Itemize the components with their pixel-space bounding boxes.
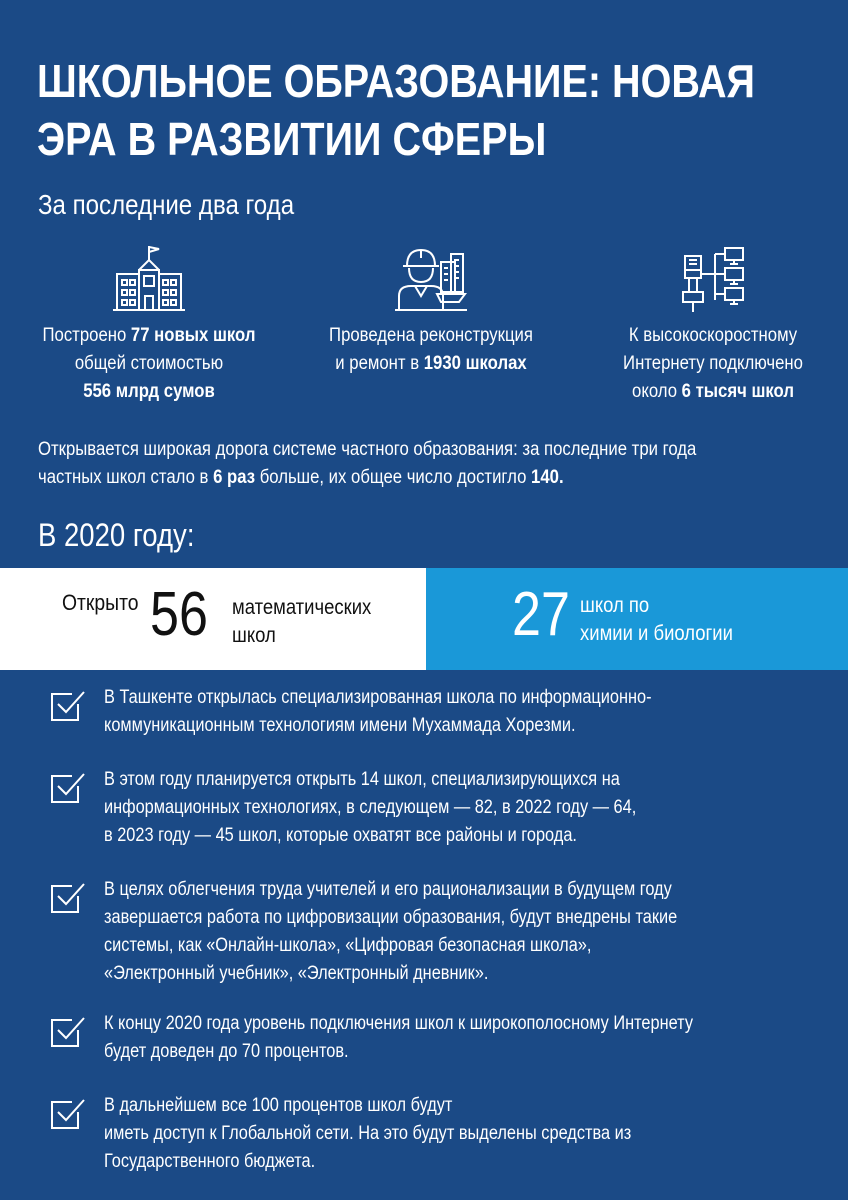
item-line: системы, как «Онлайн-школа», «Цифровая безопасная школа», bbox=[104, 935, 592, 956]
item-line: завершается работа по цифровизации образования, будут внедрены такие bbox=[104, 907, 678, 928]
math-label-line: школ bbox=[232, 624, 276, 647]
chem-label-line: школ по bbox=[580, 594, 650, 617]
subtitle: За последние два года bbox=[38, 189, 295, 220]
item-line: В дальнейшем все 100 процентов школ будут bbox=[104, 1095, 453, 1116]
chem-schools-count: 27 bbox=[512, 580, 570, 649]
year-heading: В 2020 году: bbox=[38, 517, 195, 553]
item-line: будет доведен до 70 процентов. bbox=[104, 1041, 349, 1062]
private-education-paragraph bbox=[38, 436, 795, 492]
private-text: больше, их общее число достигло bbox=[255, 467, 532, 488]
construction-worker-icon bbox=[393, 244, 469, 314]
stat-text: Интернету подключено bbox=[623, 353, 803, 374]
private-value: 6 раз bbox=[213, 467, 256, 488]
stat-text: общей стоимостью bbox=[74, 353, 224, 374]
checkbox-check-icon bbox=[48, 688, 88, 722]
stat-value: 1930 школах bbox=[423, 353, 527, 374]
item-line: «Электронный учебник», «Электронный дневник». bbox=[104, 963, 489, 984]
stat-internet-schools bbox=[578, 244, 848, 406]
item-line: информационных технологиях, в следующем — 82, в 2022 году — 64, bbox=[104, 797, 637, 818]
item-line: коммуникационным технологиям имени Мухаммада Хорезми. bbox=[104, 715, 576, 736]
item-line: в 2023 году — 45 школ, которые охватят все районы и города. bbox=[104, 825, 577, 846]
stat-text: Построено bbox=[42, 325, 131, 346]
math-label-line: математических bbox=[232, 596, 372, 619]
checkbox-check-icon bbox=[48, 880, 88, 914]
item-line: иметь доступ к Глобальной сети. На это будут выделены средства из bbox=[104, 1123, 632, 1144]
private-text: Открывается широкая дорога системе частного образования: за последние три года bbox=[38, 439, 697, 460]
math-schools-count: 56 bbox=[150, 580, 208, 649]
school-building-icon bbox=[111, 244, 187, 314]
chem-schools-label bbox=[580, 592, 733, 648]
stat-value: 77 новых школ bbox=[130, 325, 256, 346]
math-schools-label bbox=[232, 594, 371, 650]
item-line: Государственного бюджета. bbox=[104, 1151, 316, 1172]
stat-new-schools bbox=[14, 244, 284, 406]
title-line-1: ШКОЛЬНОЕ ОБРАЗОВАНИЕ: НОВАЯ bbox=[37, 55, 755, 107]
stat-text: К высокоскоростному bbox=[628, 325, 798, 346]
item-line: В целях облегчения труда учителей и его рационализации в будущем году bbox=[104, 879, 672, 900]
stat-value: 6 тысяч школ bbox=[681, 381, 794, 402]
checkbox-check-icon bbox=[48, 1014, 88, 1048]
item-line: В Ташкенте открылась специализированная школа по информационно- bbox=[104, 687, 652, 708]
stat-text: Проведена реконструкция bbox=[329, 325, 533, 346]
chem-label-line: химии и биологии bbox=[580, 622, 733, 645]
open-label: Открыто bbox=[62, 590, 139, 615]
checkbox-check-icon bbox=[48, 770, 88, 804]
private-text: частных школ стало в bbox=[38, 467, 214, 488]
private-value: 140. bbox=[531, 467, 564, 488]
item-line: В этом году планируется открыть 14 школ, специализирующихся на bbox=[104, 769, 620, 790]
page-title bbox=[37, 52, 755, 168]
title-line-2: ЭРА В РАЗВИТИИ СФЕРЫ bbox=[37, 113, 547, 165]
stat-text: и ремонт в bbox=[335, 353, 424, 374]
item-line: К концу 2020 года уровень подключения школ к широкополосному Интернету bbox=[104, 1013, 693, 1034]
checkbox-check-icon bbox=[48, 1096, 88, 1130]
network-connection-icon bbox=[675, 244, 751, 314]
stat-renovated-schools bbox=[296, 244, 566, 378]
stat-text: около bbox=[632, 381, 682, 402]
stat-value: 556 млрд сумов bbox=[83, 381, 215, 402]
